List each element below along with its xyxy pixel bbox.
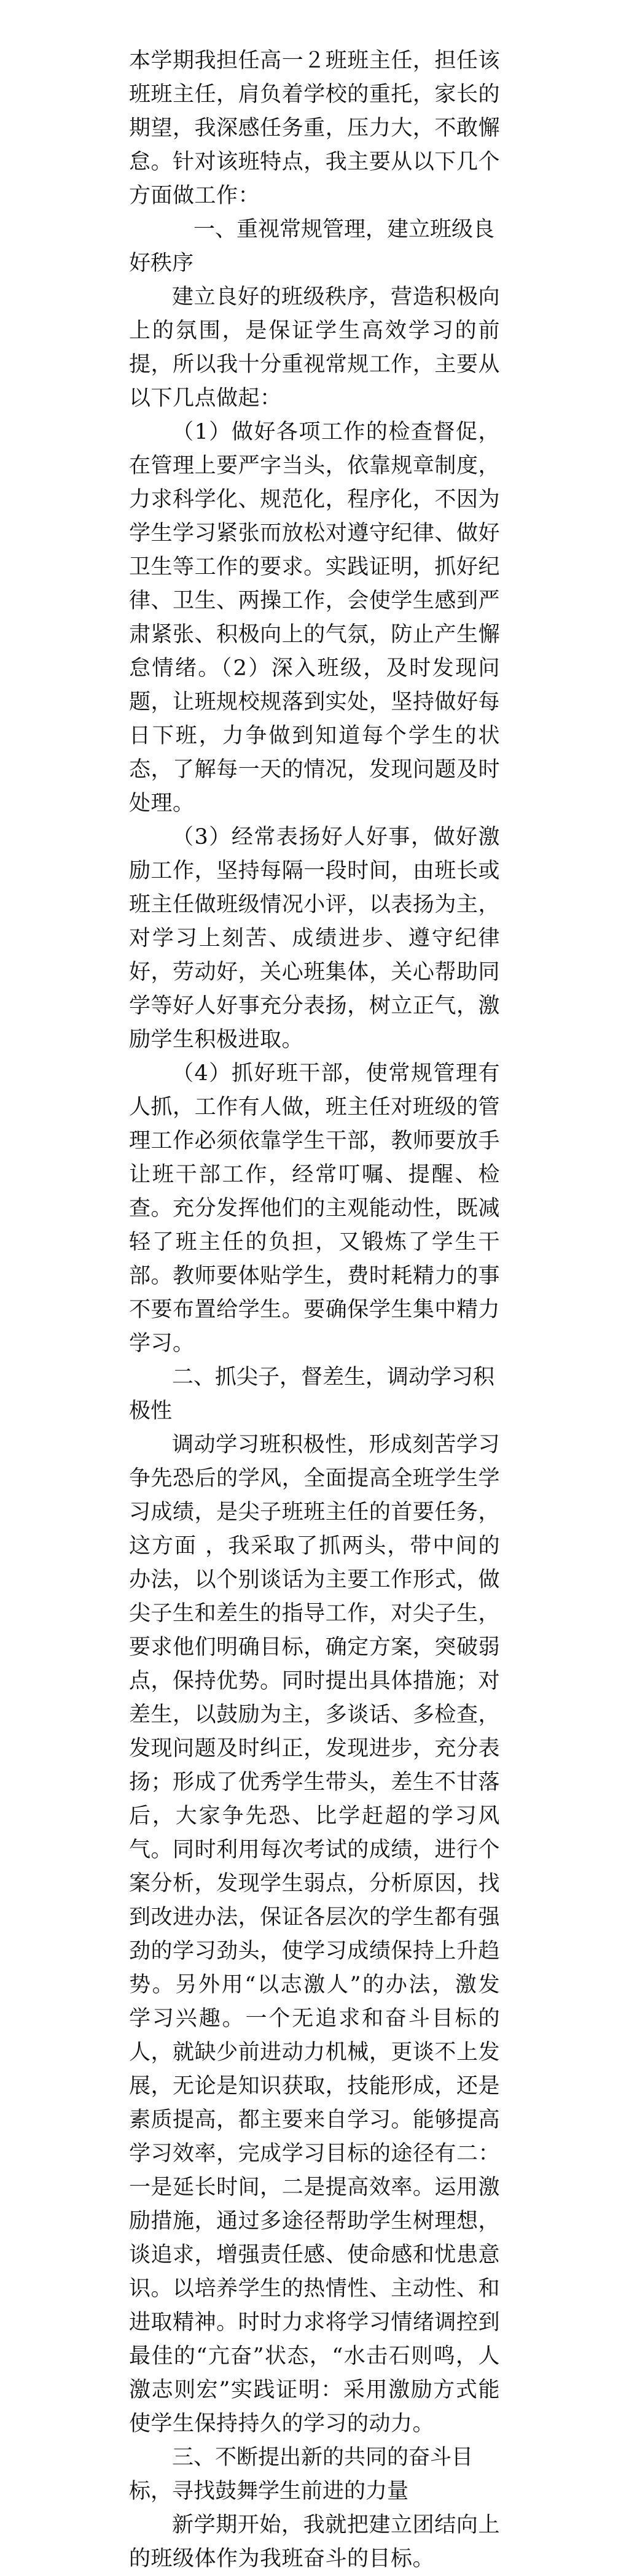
section-2-body: 调动学习班积极性，形成刻苦学习争先恐后的学风，全面提高全班学生学习成绩，是尖子班班主任的首要任务，这方面 ，我采取了抓两头，带中间的办法，以个别谈话为主要工作形式，做尖子生和差生的指导工作，对尖子生，要求他们明确目标，确定方案，突破弱点，保持优势。同时提出具体措施；对差生，以鼓励为主，多谈话、多检查，发现问题及时纠正，发现进步，充分表扬；形成了优秀学生带头，差生不甘落后，大家争先恐、比学赶超的学习风气。同时利用每次考试的成绩，进行个案分析，发现学生弱点，分析原因，找到改进办法，保证各层次的学生都有强劲的学习劲头，使学习成绩保持上升趋势。另外用“以志激人”的办法，激发学习兴趣。一个无追求和奋斗目标的人，就缺少前进动力机械，更谈不上发展，无论是知识获取，技能形成，还是素质提高，都主要来自学习。能够提高学习效率，完成学习目标的途径有二：一是延长时间，二是提高效率。运用激励措施，通过多途径帮助学生树理想，谈追求，增强责任感、使命感和忧患意识。以培养学生的热情性、主动性、和进取精神。时时力求将学习情绪调控到最佳的“亢奋”状态，“水击石则鸣，人激志则宏”实践证明：采用激励方式能使学生保持持久的学习的动力。 [129, 1433, 500, 2436]
section-1-point-1-2: （1）做好各项工作的检查督促，在管理上要严字当头，依靠规章制度，力求科学化、规范化，程序化，不因为学生学习紧张而放松对遵守纪律、做好卫生等工作的要求。实践证明，抓好纪律、卫生、两操工作，会使学生感到严肃紧张、积极向上的气氛，防止产生懈怠情绪。（2）深入班级，及时发现问题，让班规校规落到实处，坚持做好每日下班，力争做到知道每个学生的状态，了解每一天的情况，发现问题及时处理。 [129, 420, 500, 816]
section-1-point-4: （4）抓好班干部，使常规管理有人抓，工作有人做，班主任对班级的管理工作必须依靠学生干部，教师要放手让班干部工作，经常叮嘱、提醒、检查。充分发挥他们的主观能动性，既减轻了班主任的负担，又锻炼了学生干部。教师要体贴学生，费时耗精力的事不要布置给学生。要确保学生集中精力学习。 [129, 1061, 500, 1356]
section-heading-2: 二、抓尖子，督差生，调动学习积极性 [129, 1365, 495, 1423]
section-heading-1: 一、重视常规管理，建立班级良好秩序 [129, 217, 495, 276]
section-1-point-3: （3）经常表扬好人好事，做好激励工作，坚持每隔一段时间，由班长或班主任做班级情况小评，以表扬为主，对学习上刻苦、成绩进步、遵守纪律好，劳动好，关心班集体，关心帮助同学等好人好事充分表扬，树立正气，激励学生积极进取。 [129, 825, 500, 1052]
section-3-body: 新学期开始，我就把建立团结向上的班级体作为我班奋斗的目标。 [129, 2513, 500, 2571]
section-1-intro: 建立良好的班级秩序，营造积极向上的氛围，是保证学生高效学习的前提，所以我十分重视常规工作，主要从以下几点做起： [129, 285, 500, 411]
section-heading-3: 三、不断提出新的共同的奋斗目标，寻找鼓舞学生前进的力量 [129, 2445, 474, 2504]
intro-paragraph: 本学期我担任高一２班班主任，担任该班班主任，肩负着学校的重托，家长的期望，我深感任务重，压力大，不敢懈怠。针对该班特点，我主要从以下几个方面做工作： [129, 48, 500, 208]
